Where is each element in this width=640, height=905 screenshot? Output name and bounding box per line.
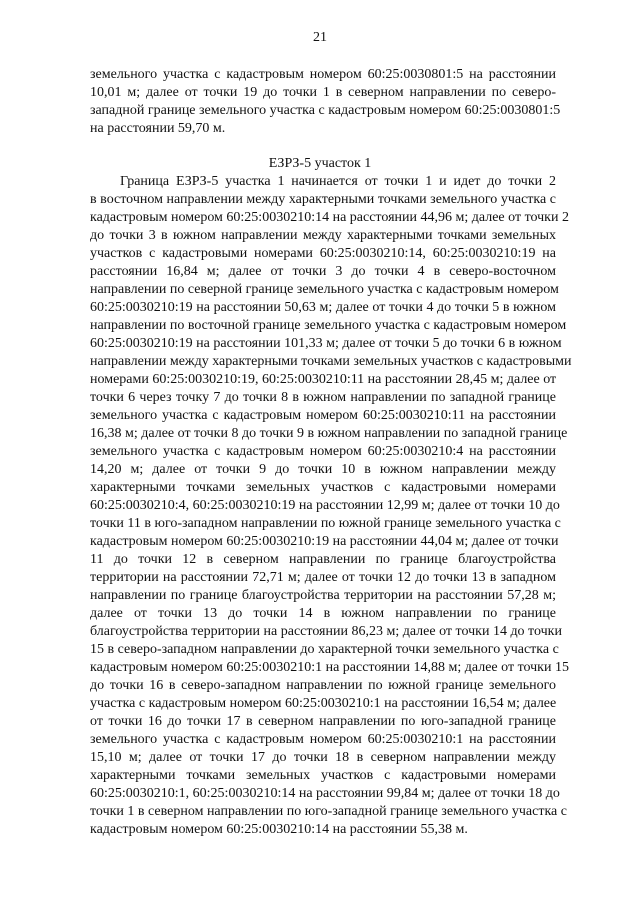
text-line: до точки 16 в северо-западном направлении по южной границе земельного bbox=[90, 678, 556, 693]
text-line: до точки 3 в южном направлении между характерными точками земельных bbox=[90, 228, 556, 243]
text-line: от точки 16 до точки 17 в северном направлении по юго-западной границе bbox=[90, 714, 556, 729]
page-number: 21 bbox=[313, 30, 327, 45]
text-line: направлении по границе благоустройства территории на расстоянии 57,28 м; bbox=[90, 588, 556, 603]
text-line: благоустройства территории на расстоянии 86,23 м; далее от точки 14 до точки bbox=[90, 624, 562, 639]
text-line: номерами 60:25:0030210:19, 60:25:0030210:11 на расстоянии 28,45 м; далее от bbox=[90, 372, 557, 387]
text-line: 60:25:0030210:19 на расстоянии 101,33 м; далее от точки 5 до точки 6 в южном bbox=[90, 336, 562, 351]
text-line: точки 11 в юго-западном направлении по южной границе земельного участка с bbox=[90, 516, 561, 531]
text-line: точки 6 через точку 7 до точки 8 в южном направлении по западной границе bbox=[90, 390, 556, 405]
text-line: территории на расстоянии 72,71 м; далее от точки 12 до точки 13 в западном bbox=[90, 570, 556, 585]
text-line: далее от точки 13 до точки 14 в южном направлении по границе bbox=[90, 606, 556, 621]
text-line: характерными точками земельных участков с кадастровыми номерами bbox=[90, 480, 556, 495]
text-line: участков с кадастровыми номерами 60:25:0030210:14, 60:25:0030210:19 на bbox=[90, 246, 556, 261]
text-line: земельного участка с кадастровым номером 60:25:0030210:4 на расстоянии bbox=[90, 444, 556, 459]
text-line: характерными точками земельных участков с кадастровыми номерами bbox=[90, 768, 556, 783]
text-line: 60:25:0030210:1, 60:25:0030210:14 на расстоянии 99,84 м; далее от точки 18 до bbox=[90, 786, 560, 801]
text-line: земельного участка с кадастровым номером 60:25:0030801:5 на расстоянии bbox=[90, 67, 556, 82]
text-line: на расстоянии 59,70 м. bbox=[90, 121, 226, 136]
text-line: точки 1 в северном направлении по юго-западной границе земельного участка с bbox=[90, 804, 567, 819]
text-line: Граница ЕЗРЗ-5 участка 1 начинается от точки 1 и идет до точки 2 bbox=[120, 174, 556, 189]
text-line: кадастровым номером 60:25:0030210:14 на расстоянии 44,96 м; далее от точки 2 bbox=[90, 210, 569, 225]
text-line: земельного участка с кадастровым номером 60:25:0030210:11 на расстоянии bbox=[90, 408, 556, 423]
text-line: 60:25:0030210:19 на расстоянии 50,63 м; далее от точки 4 до точки 5 в южном bbox=[90, 300, 556, 315]
text-line: кадастровым номером 60:25:0030210:19 на расстоянии 44,04 м; далее от точки bbox=[90, 534, 559, 549]
text-line: 60:25:0030210:4, 60:25:0030210:19 на расстоянии 12,99 м; далее от точки 10 до bbox=[90, 498, 560, 513]
text-line: 14,20 м; далее от точки 9 до точки 10 в южном направлении между bbox=[90, 462, 556, 477]
text-line: 10,01 м; далее от точки 19 до точки 1 в северном направлении по северо- bbox=[90, 85, 556, 100]
text-line: направлении по северной границе земельного участка с кадастровым номером bbox=[90, 282, 559, 297]
text-line: направлении по восточной границе земельного участка с кадастровым номером bbox=[90, 318, 567, 333]
boundary-description-paragraph bbox=[90, 173, 572, 839]
text-line: западной границе земельного участка с кадастровым номером 60:25:0030801:5 bbox=[90, 103, 561, 118]
text-line: 15,10 м; далее от точки 17 до точки 18 в северном направлении между bbox=[90, 750, 556, 765]
continuation-paragraph bbox=[90, 66, 561, 138]
text-line: участка с кадастровым номером 60:25:0030210:1 на расстоянии 16,54 м; далее bbox=[90, 696, 557, 711]
text-line: направлении между характерными точками земельных участков с кадастровыми bbox=[90, 354, 572, 369]
text-line: 16,38 м; далее от точки 8 до точки 9 в южном направлении по западной границе bbox=[90, 426, 568, 441]
text-line: 15 в северо-западном направлении до характерной точки земельного участка с bbox=[90, 642, 559, 657]
text-line: кадастровым номером 60:25:0030210:1 на расстоянии 14,88 м; далее от точки 15 bbox=[90, 660, 569, 675]
text-line: земельного участка с кадастровым номером 60:25:0030210:1 на расстоянии bbox=[90, 732, 556, 747]
text-line: 11 до точки 12 в северном направлении по границе благоустройства bbox=[90, 552, 556, 567]
text-line: расстоянии 16,84 м; далее от точки 3 до точки 4 в северо-восточном bbox=[90, 264, 556, 279]
text-line: в восточном направлении между характерными точками земельного участка с bbox=[90, 192, 556, 207]
section-heading: ЕЗРЗ-5 участок 1 bbox=[268, 156, 372, 171]
text-line: кадастровым номером 60:25:0030210:14 на расстоянии 55,38 м. bbox=[90, 822, 468, 837]
